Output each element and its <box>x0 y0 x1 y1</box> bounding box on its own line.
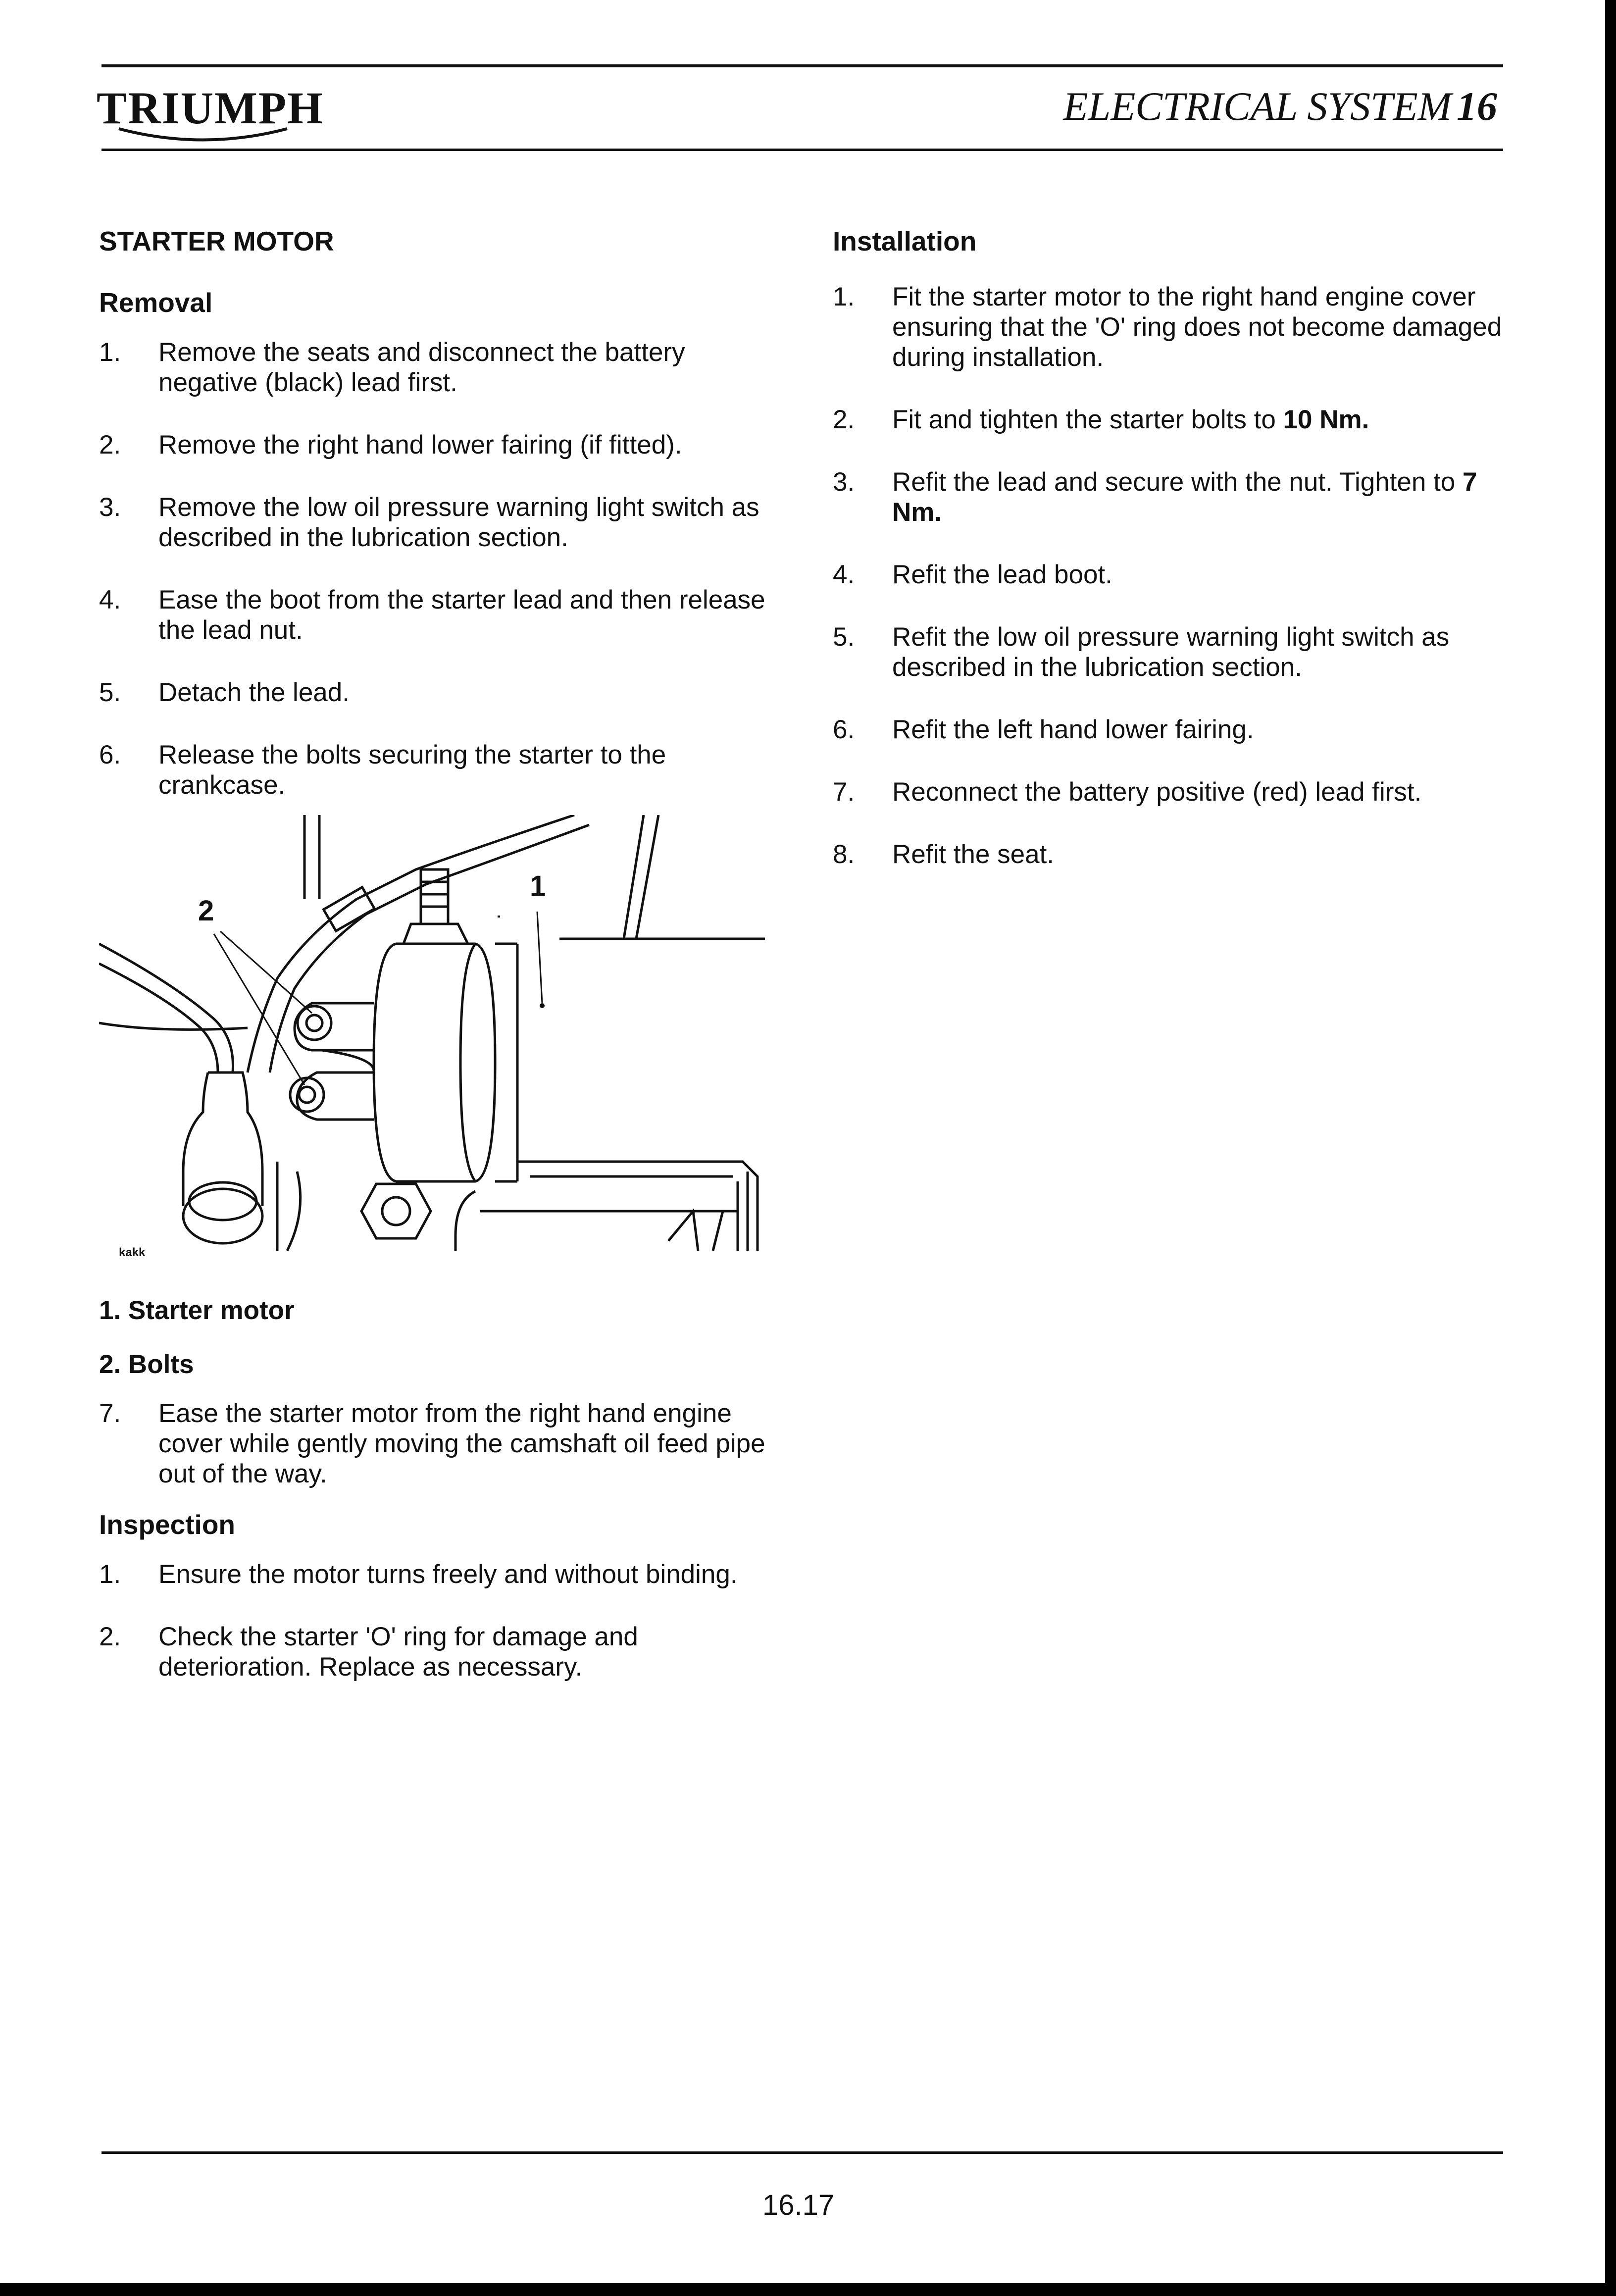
list-item: 3. Remove the low oil pressure warning light switch as described in the lubrication section. <box>99 493 759 552</box>
scan-edge-right <box>1605 0 1616 2296</box>
list-item: 8. Refit the seat. <box>833 840 1055 869</box>
section-number: 16 <box>1457 84 1497 129</box>
list-item: 1. Remove the seats and disconnect the battery negative (black) lead first. <box>99 338 685 397</box>
header-top-rule <box>101 64 1503 67</box>
starter-motor-figure <box>99 815 802 1285</box>
logo-swoosh-icon <box>114 126 292 146</box>
figure-code: kakk <box>119 1246 146 1259</box>
removal-steps <box>99 337 782 800</box>
removal-heading: Removal <box>99 287 213 318</box>
inspection-steps <box>99 1559 782 1682</box>
list-item: 2. Fit and tighten the starter bolts to 10 Nm. <box>833 405 1369 434</box>
scan-edge-bottom <box>0 2283 1616 2296</box>
page-number: 16.17 <box>762 2189 835 2221</box>
header-bottom-rule <box>101 149 1503 151</box>
starter-motor-heading: STARTER MOTOR <box>99 226 334 256</box>
list-item: 4. Ease the boot from the starter lead and then release the lead nut. <box>99 585 765 645</box>
inspection-heading: Inspection <box>99 1509 236 1540</box>
list-item: 5. Refit the low oil pressure warning light switch as described in the lubrication section. <box>833 622 1450 682</box>
caption-bolts: 2. Bolts <box>99 1350 194 1379</box>
right-column <box>833 225 1506 902</box>
list-item: 4. Refit the lead boot. <box>833 560 1112 589</box>
callout-1-label: 1 <box>530 870 546 902</box>
list-item: 1. Fit the starter motor to the right hand engine cover ensuring that the 'O' ring does not become damaged during installation. <box>833 282 1502 372</box>
starter-motor-illustration <box>99 815 802 1285</box>
installation-steps <box>833 282 1506 869</box>
left-column <box>99 225 782 1714</box>
triumph-logo: TRIUMPH <box>97 83 324 133</box>
removal-step-7 <box>99 1398 782 1489</box>
callout-2-label: 2 <box>198 895 214 927</box>
list-item: 7. Reconnect the battery positive (red) lead first. <box>833 777 1422 807</box>
section-title-text: ELECTRICAL SYSTEM <box>1063 84 1452 129</box>
list-item: 3. Refit the lead and secure with the nut. Tighten to 7 Nm. <box>833 467 1477 527</box>
installation-heading: Installation <box>833 226 977 256</box>
list-item: 5. Detach the lead. <box>99 678 350 707</box>
footer-rule <box>101 2151 1503 2154</box>
section-title <box>1063 83 1498 130</box>
list-item: 1. Ensure the motor turns freely and without binding. <box>99 1560 738 1589</box>
list-item: 7. Ease the starter motor from the right hand engine cover while gently moving the camshaft oil feed pipe out of the way. <box>99 1399 765 1488</box>
list-item: 6. Refit the left hand lower fairing. <box>833 715 1254 744</box>
list-item: 6. Release the bolts securing the starter to the crankcase. <box>99 740 666 800</box>
caption-starter-motor: 1. Starter motor <box>99 1296 295 1325</box>
list-item: 2. Check the starter 'O' ring for damage and deterioration. Replace as necessary. <box>99 1622 638 1682</box>
list-item: 2. Remove the right hand lower fairing (if fitted). <box>99 430 682 459</box>
